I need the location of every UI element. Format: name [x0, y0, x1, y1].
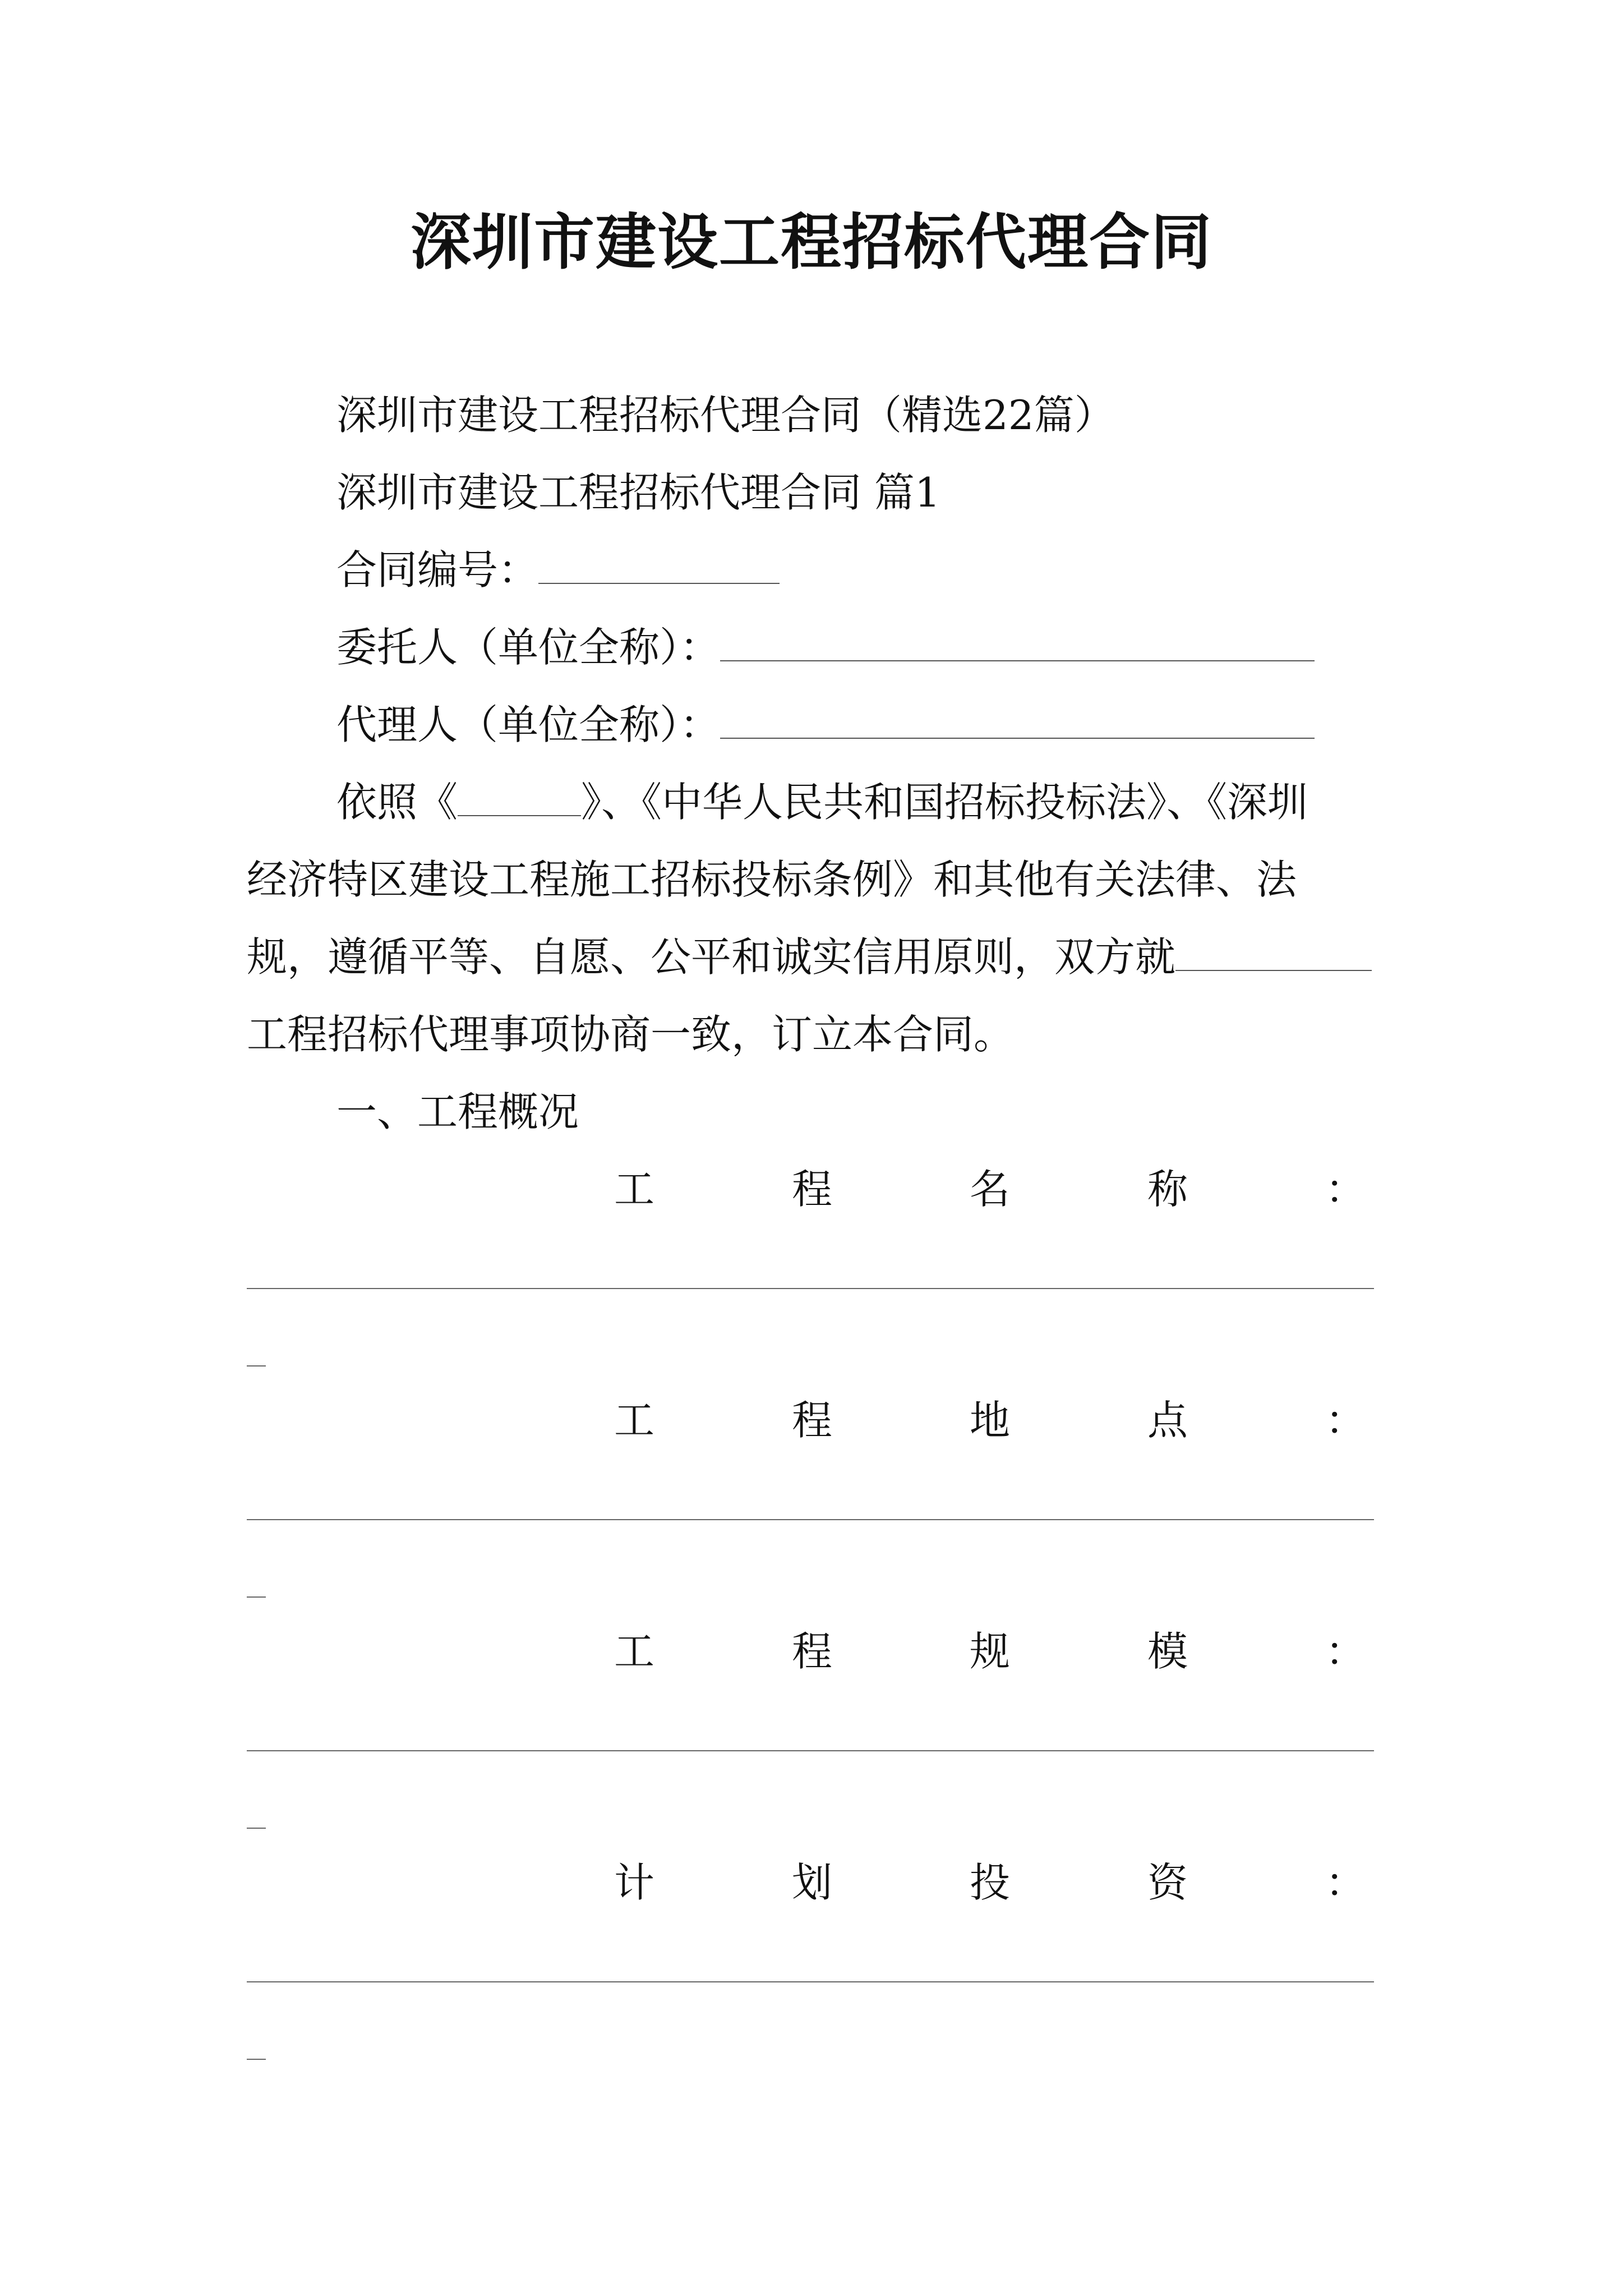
- field-project-scale: [614, 1623, 1366, 1680]
- document-title: 深圳市建设工程招标代理合同: [410, 207, 1212, 278]
- agent-line: [336, 697, 1315, 753]
- field-char: 资: [1147, 1859, 1188, 1906]
- document-subtitle: 深圳市建设工程招标代理合同（精选22篇）: [336, 392, 1115, 439]
- paragraph-line-3-text: 规，遵循平等、自愿、公平和诚实信用原则，双方就: [247, 933, 1176, 981]
- agent-blank: [720, 698, 1315, 739]
- field-char: 地: [969, 1397, 1010, 1444]
- field-char: 模: [1147, 1628, 1188, 1675]
- project-name-blank: [1175, 931, 1372, 971]
- field-char: 划: [791, 1859, 832, 1906]
- field-underline: [247, 1750, 1374, 1751]
- field-char: 名: [969, 1166, 1010, 1213]
- contract-number-label: 合同编号：: [336, 546, 539, 593]
- chapter-heading: 深圳市建设工程招标代理合同 篇1: [336, 469, 940, 516]
- field-underline: [247, 1519, 1374, 1520]
- paragraph-line-3: [247, 929, 1372, 985]
- field-underline-stub: [247, 1365, 266, 1366]
- field-underline: [247, 1981, 1374, 1982]
- field-char: ：: [1325, 1628, 1366, 1675]
- section-heading-overview: 一、工程概况: [336, 1088, 579, 1135]
- law-name-blank: [458, 776, 581, 816]
- field-char: 规: [969, 1628, 1010, 1675]
- field-char: 工: [614, 1166, 655, 1213]
- field-char: 工: [614, 1397, 655, 1444]
- field-char: 程: [791, 1397, 832, 1444]
- client-blank: [720, 621, 1315, 661]
- field-underline: [247, 1288, 1374, 1289]
- contract-number-line: [336, 542, 780, 598]
- field-char: 程: [791, 1628, 832, 1675]
- paragraph-line-2: 经济特区建设工程施工招标投标条例》和其他有关法律、法: [247, 856, 1297, 903]
- field-char: 称: [1147, 1166, 1188, 1213]
- field-project-name: [614, 1161, 1366, 1217]
- field-underline-stub: [247, 1596, 266, 1598]
- field-underline-stub: [247, 1828, 266, 1829]
- field-char: 计: [614, 1859, 655, 1906]
- field-char: 投: [969, 1859, 1010, 1906]
- field-char: ：: [1325, 1166, 1366, 1213]
- field-char: ：: [1325, 1859, 1366, 1906]
- field-char: 点: [1147, 1397, 1188, 1444]
- client-label: 委托人（单位全称）：: [336, 624, 721, 671]
- paragraph-line-4: 工程招标代理事项协商一致，订立本合同。: [247, 1011, 1015, 1058]
- field-char: 程: [791, 1166, 832, 1213]
- field-char: 工: [614, 1628, 655, 1675]
- paragraph-prefix: 依照《: [336, 779, 458, 826]
- paragraph-line-1: [336, 774, 1308, 830]
- field-planned-investment: [614, 1855, 1366, 1911]
- field-underline-stub: [247, 2059, 266, 2060]
- agent-label: 代理人（单位全称）：: [336, 701, 721, 748]
- paragraph-line-1-rest: 》、《中华人民共和国招标投标法》、《深圳: [581, 779, 1308, 826]
- client-line: [336, 619, 1315, 675]
- field-char: ：: [1325, 1397, 1366, 1444]
- field-project-location: [614, 1392, 1366, 1448]
- contract-number-blank: [538, 544, 780, 584]
